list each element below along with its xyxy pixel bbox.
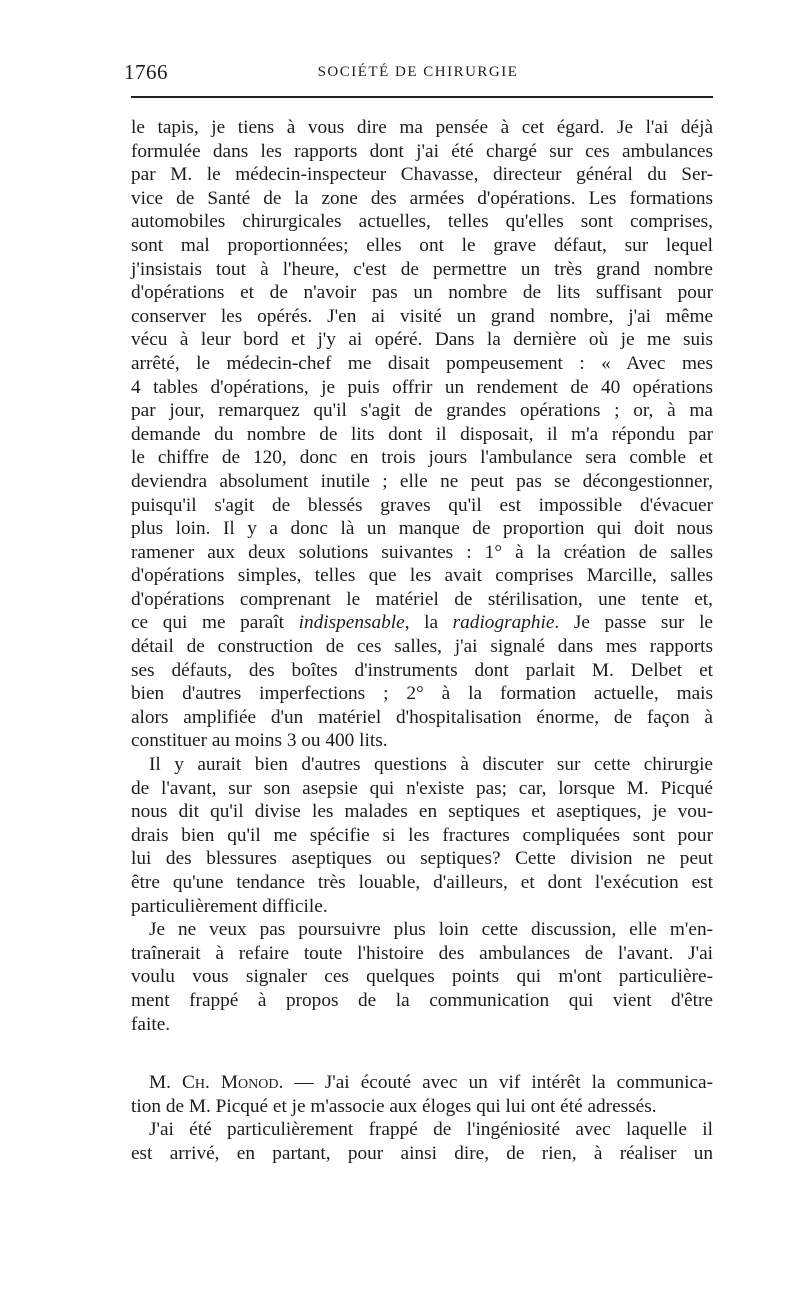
italic-term: radiographie: [452, 612, 555, 634]
text-line: de l'avant, sur son asepsie qui n'existe pas; car, lorsque M. Picqué: [131, 777, 713, 799]
text-line: demande du nombre de lits dont il disposait, il m'a répondu par: [131, 423, 713, 445]
text-line: J'ai été particulièrement frappé de l'ingéniosité avec laquelle il: [149, 1119, 713, 1141]
text-run: . Je passe sur le: [554, 612, 713, 634]
text-line: Je ne veux pas poursuivre plus loin cette discussion, elle m'en-: [149, 919, 713, 941]
text-line: nous dit qu'il divise les malades en septiques et aseptiques, je vou-: [131, 801, 713, 823]
text-line: constituer au moins 3 ou 400 lits.: [131, 730, 388, 752]
text-line: deviendra absolument inutile ; elle ne peut pas se décongestionner,: [131, 470, 713, 492]
text-line: d'opérations et de n'avoir pas un nombre de lits suffisant pour: [131, 282, 713, 304]
text-line: puisqu'il s'agit de blessés graves qu'il est impossible d'évacuer: [131, 494, 713, 516]
text-line: arrêté, le médecin-chef me disait pompeusement : « Avec mes: [131, 352, 713, 374]
paragraph-3: [131, 918, 713, 1036]
text-line: drais bien qu'il me spécifie si les fractures compliquées sont pour: [131, 824, 713, 846]
text-line: le tapis, je tiens à vous dire ma pensée à cet égard. Je l'ai déjà: [131, 117, 713, 138]
paragraph-4: [131, 1071, 713, 1118]
text-line: plus loin. Il y a donc là un manque de proportion qui doit nous: [131, 518, 713, 540]
paragraph-2: [131, 753, 713, 918]
text-line: par M. le médecin-inspecteur Chavasse, directeur général du Ser-: [131, 164, 713, 186]
italic-term: indispensable: [298, 612, 405, 634]
text-line: le chiffre de 120, donc en trois jours l'ambulance sera comble et: [131, 447, 713, 469]
running-title: SOCIÉTÉ DE CHIRURGIE: [317, 64, 519, 80]
text-line: formulée dans les rapports dont j'ai été chargé sur ces ambulances: [131, 140, 713, 162]
speaker-name: M. Ch. Monod.: [149, 1072, 284, 1094]
text-line: est arrivé, en partant, pour ainsi dire, de rien, à réaliser un: [131, 1142, 713, 1164]
text-line: ses défauts, des boîtes d'instruments dont parlait M. Delbet et: [131, 659, 713, 681]
text-line-with-italics: [131, 611, 713, 635]
text-line: être qu'une tendance très louable, d'ailleurs, et dont l'exécution est: [131, 872, 713, 893]
text-line: lui des blessures aseptiques ou septiques? Cette division ne peut: [131, 848, 713, 870]
text-run: ce qui me paraît: [131, 612, 299, 634]
section-gap: [131, 1036, 713, 1071]
text-line: voulu vous signaler ces quelques points qui m'ont particulière-: [131, 966, 713, 988]
page-number: 1766: [124, 60, 168, 84]
header-rule: [131, 96, 713, 98]
text-line: d'opérations comprenant le matériel de stérilisation, une tente et,: [131, 588, 713, 610]
text-line: traînerait à refaire toute l'histoire des ambulances de l'avant. J'ai: [131, 942, 713, 964]
text-line: conserver les opérés. J'en ai visité un grand nombre, j'ai même: [131, 305, 713, 327]
text-run: , la: [404, 612, 453, 634]
text-line: j'insistais tout à l'heure, c'est de permettre un très grand nombre: [131, 258, 713, 280]
text-line: alors amplifiée d'un matériel d'hospitalisation énorme, de façon à: [131, 706, 713, 728]
text-line: ramener aux deux solutions suivantes : 1° à la création de salles: [131, 541, 713, 563]
body-text: [131, 116, 713, 1166]
text-line: bien d'autres imperfections ; 2° à la formation actuelle, mais: [131, 683, 713, 705]
paragraph-1: [131, 116, 713, 753]
text-line-with-speaker: [131, 1071, 713, 1095]
paragraph-5: [131, 1118, 713, 1165]
text-run: — J'ai écouté avec un vif intérêt la communica-: [283, 1072, 713, 1094]
text-line: sont mal proportionnées; elles ont le grave défaut, sur lequel: [131, 234, 713, 256]
page-header: [124, 58, 712, 88]
text-line: détail de construction de ces salles, j'ai signalé dans mes rapports: [131, 636, 713, 658]
text-line: tion de M. Picqué et je m'associe aux éloges qui lui ont été adressés.: [131, 1095, 657, 1117]
text-line: ment frappé à propos de la communication qui vient d'être: [131, 989, 713, 1011]
text-line: d'opérations simples, telles que les avait comprises Marcille, salles: [131, 565, 713, 587]
text-line: 4 tables d'opérations, je puis offrir un rendement de 40 opérations: [131, 376, 713, 398]
text-line: Il y aurait bien d'autres questions à discuter sur cette chirurgie: [149, 754, 713, 776]
text-line: par jour, remarquez qu'il s'agit de grandes opérations ; or, à ma: [131, 400, 713, 422]
text-line: particulièrement difficile.: [131, 895, 328, 917]
text-line: vécu à leur bord et j'y ai opéré. Dans la dernière où je me suis: [131, 329, 713, 351]
text-line: vice de Santé de la zone des armées d'opérations. Les formations: [131, 187, 713, 209]
text-line: automobiles chirurgicales actuelles, telles qu'elles sont comprises,: [131, 211, 713, 233]
text-line: faite.: [131, 1013, 171, 1035]
